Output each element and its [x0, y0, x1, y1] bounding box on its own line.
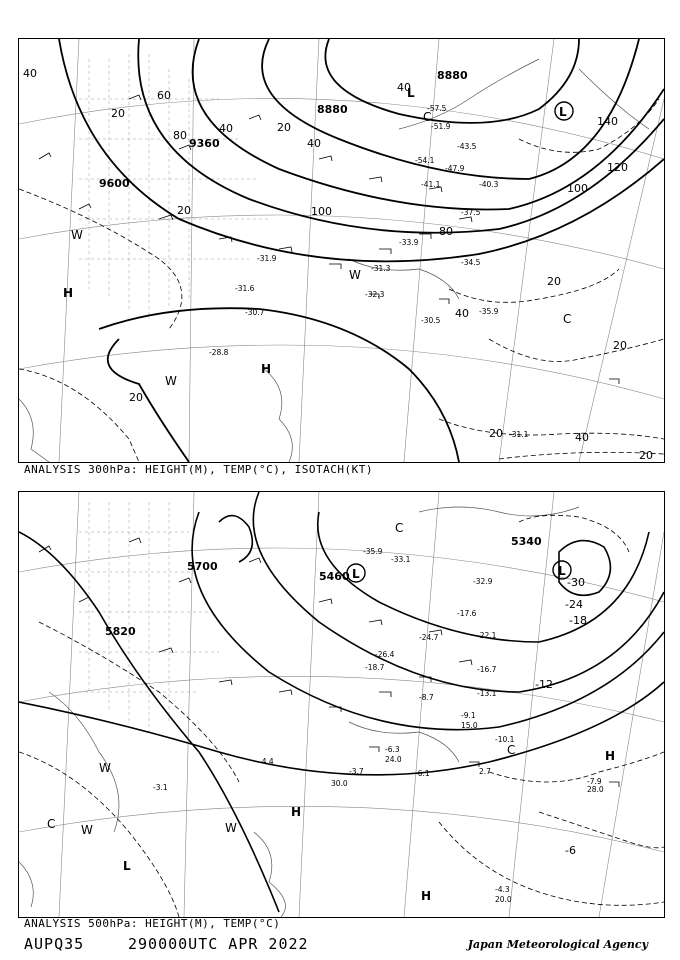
isotach-label: 40 [23, 67, 37, 80]
isotach-label: 40 [455, 307, 469, 320]
chart-500hpa [18, 491, 665, 918]
isotach-labels-300 [23, 67, 653, 462]
temp-label: -33.9 [399, 238, 419, 247]
temp-label: -31.6 [235, 284, 255, 293]
isotherm-labels-500 [535, 576, 587, 857]
warm-center-marker: W [349, 268, 361, 282]
isotach-label: 20 [177, 204, 191, 217]
temp-label: -31.9 [257, 254, 277, 263]
temp-label: -34.5 [461, 258, 481, 267]
isotherm-label: -6 [565, 844, 576, 857]
temp-label: -4.4 [259, 757, 274, 766]
temp-label: -8.7 [419, 693, 434, 702]
isotherm-label: -30 [567, 576, 585, 589]
agency-name: Japan Meteorological Agency [467, 938, 648, 951]
height-label: 5820 [105, 625, 136, 638]
isotach-label: 20 [129, 391, 143, 404]
temp-label: -54.1 [415, 156, 435, 165]
temp-label: -41.1 [421, 180, 441, 189]
warm-center-marker: W [165, 374, 177, 388]
cold-center-marker: C [395, 521, 404, 535]
temp-label: -30.5 [421, 316, 441, 325]
height-label: 5700 [187, 560, 218, 573]
temp-label: 28.0 [587, 785, 604, 794]
chart-code: AUPQ35 [24, 935, 85, 953]
height-label: 5340 [511, 535, 542, 548]
temp-label: -22.1 [477, 631, 497, 640]
temp-label: 2.7 [479, 767, 491, 776]
low-pressure-marker: L [123, 859, 131, 873]
temp-label: 20.0 [495, 895, 512, 904]
isotach-label: 40 [397, 81, 411, 94]
temp-label: -10.1 [495, 735, 515, 744]
map-500hpa-drawing [19, 492, 664, 917]
isotach-label: 40 [575, 431, 589, 444]
isotach-label: 80 [439, 225, 453, 238]
temp-label: -4.3 [495, 885, 510, 894]
low-pressure-marker: L [559, 105, 567, 119]
caption-500hpa: ANALYSIS 500hPa: HEIGHT(M), TEMP(°C) [24, 917, 281, 930]
pressure-systems-300 [63, 86, 571, 388]
temp-label: -30.7 [245, 308, 265, 317]
low-pressure-marker: L [558, 564, 566, 578]
low-pressure-marker: L [407, 86, 415, 100]
temp-label: -31.1 [509, 430, 529, 439]
temp-label: -28.8 [209, 348, 229, 357]
isotach-label: 20 [547, 275, 561, 288]
isotach-label: 40 [307, 137, 321, 150]
cold-center-marker: C [47, 817, 56, 831]
temp-label: -31.3 [371, 264, 391, 273]
height-label: 5460 [319, 570, 350, 583]
temp-label: -33.1 [391, 555, 411, 564]
temp-label: -47.9 [445, 164, 465, 173]
temp-label: -7.9 [587, 777, 602, 786]
temp-label: -35.9 [479, 307, 499, 316]
high-pressure-marker: H [291, 805, 302, 819]
temp-label: -40.3 [479, 180, 499, 189]
temp-label: -16.7 [477, 665, 497, 674]
temp-label: -24.7 [419, 633, 439, 642]
cold-center-marker: C [507, 743, 516, 757]
isotherm-label: -24 [565, 598, 583, 611]
temp-label: -9.1 [461, 711, 476, 720]
temp-label: -6.1 [415, 769, 430, 778]
chart-300hpa [18, 38, 665, 463]
temp-label: -37.5 [461, 208, 481, 217]
warm-center-marker: W [99, 761, 111, 775]
isotach-label: 60 [157, 89, 171, 102]
height-label: 9360 [189, 137, 220, 150]
height-contours-300 [59, 39, 664, 462]
cold-center-marker: C [423, 110, 432, 124]
coastlines-500 [19, 507, 579, 917]
height-label: 8880 [317, 103, 348, 116]
height-label: 9600 [99, 177, 130, 190]
isotherm-label: -18 [569, 614, 587, 627]
isotach-label: 140 [597, 115, 618, 128]
temp-labels-300 [209, 104, 529, 439]
temp-label: -32.3 [365, 290, 385, 299]
cold-center-marker: C [563, 312, 572, 326]
high-pressure-marker: H [261, 362, 272, 376]
isotach-label: 120 [607, 161, 628, 174]
temp-labels-500 [153, 547, 604, 904]
isotach-label: 20 [613, 339, 627, 352]
temp-label: -35.9 [363, 547, 383, 556]
warm-center-marker: W [81, 823, 93, 837]
high-pressure-marker: H [63, 286, 74, 300]
map-300hpa-drawing [19, 39, 664, 462]
warm-center-marker: W [71, 228, 83, 242]
temp-label: -26.4 [375, 650, 395, 659]
isotach-label: 100 [567, 182, 588, 195]
high-pressure-marker: H [421, 889, 432, 903]
temp-label: -13.1 [477, 689, 497, 698]
isotach-label: 40 [219, 122, 233, 135]
isotach-label: 20 [489, 427, 503, 440]
temp-label: -51.9 [431, 122, 451, 131]
temp-label: -6.3 [385, 745, 400, 754]
temp-label: -18.7 [365, 663, 385, 672]
temp-label: -57.5 [427, 104, 447, 113]
temp-label: 15.0 [461, 721, 478, 730]
isotach-label: 20 [111, 107, 125, 120]
isotherm-label: -12 [535, 678, 553, 691]
isotachs-300 [19, 99, 664, 462]
high-pressure-marker: H [605, 749, 616, 763]
low-centers-500 [347, 561, 571, 582]
isotach-label: 100 [311, 205, 332, 218]
temp-label: -43.5 [457, 142, 477, 151]
warm-center-marker: W [225, 821, 237, 835]
temp-label: 30.0 [331, 779, 348, 788]
temp-label: 24.0 [385, 755, 402, 764]
caption-300hpa: ANALYSIS 300hPa: HEIGHT(M), TEMP(°C), ISOTACH(KT) [24, 463, 374, 476]
isotach-label: 80 [173, 129, 187, 142]
valid-time: 290000UTC APR 2022 [128, 935, 309, 953]
low-pressure-marker: L [352, 567, 360, 581]
temp-label: -3.7 [349, 767, 364, 776]
temp-label: -17.6 [457, 609, 477, 618]
temp-label: -3.1 [153, 783, 168, 792]
isotach-label: 20 [639, 449, 653, 462]
temp-label: -32.9 [473, 577, 493, 586]
hatched-region-500 [79, 502, 219, 732]
height-label: 8880 [437, 69, 468, 82]
isotach-label: 20 [277, 121, 291, 134]
